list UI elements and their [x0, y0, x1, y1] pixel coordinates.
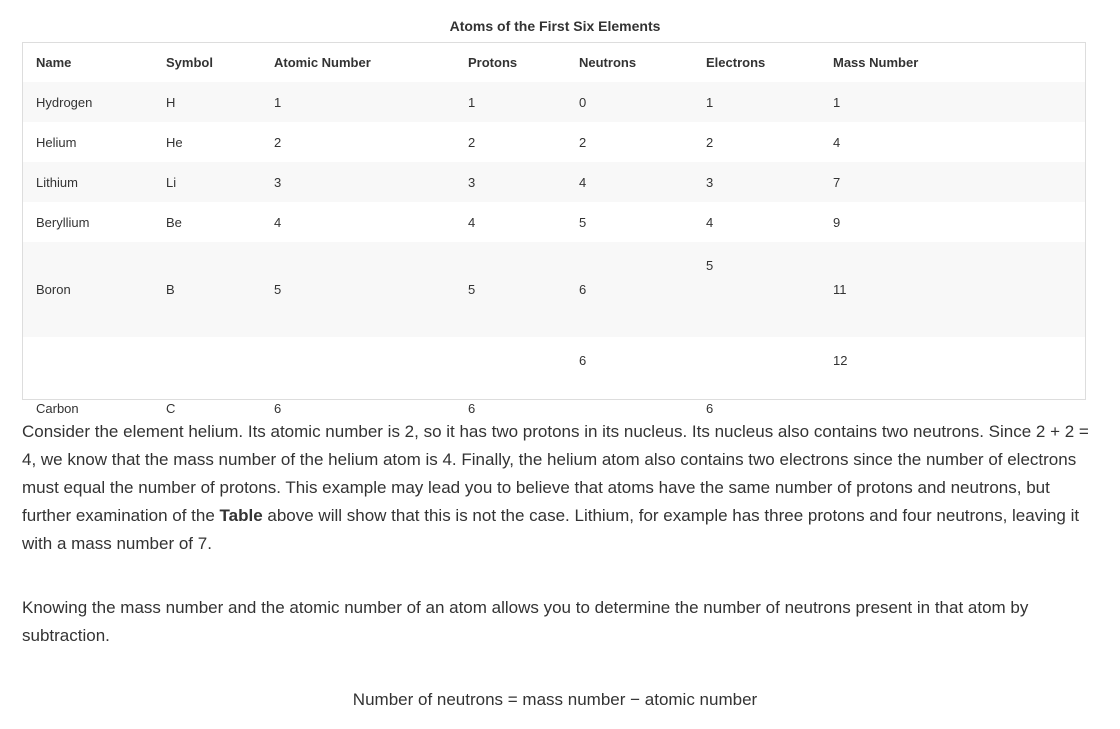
cell-electrons: 5: [693, 242, 820, 337]
cell-symbol: C: [166, 401, 176, 416]
cell-name: Helium: [36, 134, 77, 150]
header-symbol: Symbol: [166, 55, 213, 70]
header-neutrons: Neutrons: [579, 55, 637, 70]
cell-mass-number: 7: [820, 162, 1085, 202]
cell-name: Beryllium: [36, 214, 90, 230]
header-electrons: Electrons: [706, 55, 766, 70]
cell-neutrons: 4: [566, 162, 693, 202]
cell-symbol: Li: [153, 162, 261, 202]
cell-symbol: B: [153, 242, 261, 337]
cell-electrons: 1: [693, 82, 820, 122]
cell-name: Boron: [23, 242, 153, 337]
cell-atomic-number: 2: [274, 134, 282, 150]
cell-atomic-number: 1: [261, 82, 455, 122]
cell-mass-number: 11: [820, 242, 1085, 337]
cell-symbol: He: [166, 134, 183, 150]
cell-symbol: Be: [166, 214, 182, 230]
paragraph-helium-example: [22, 418, 1092, 558]
cell-neutrons: 2: [579, 134, 587, 150]
cell-name: Lithium: [23, 162, 153, 202]
cell-atomic-number: 6: [274, 401, 282, 416]
table-row: [23, 242, 1085, 337]
table-row: [23, 122, 1085, 162]
paragraph-text-after: above will show that this is not the case. Lithium, for example has three protons and four neutrons, leaving it with a mass number of 7.: [22, 506, 1080, 553]
table-caption: Atoms of the First Six Elements: [449, 18, 661, 34]
neutron-formula: Number of neutrons = mass number − atomic number: [352, 690, 758, 709]
cell-electrons: 2: [706, 134, 714, 150]
paragraph-text-before: Consider the element helium. Its atomic number is 2, so it has two protons in its nucleus. Its nucleus also contains two neutrons. Since 2 + 2 = 4, we know that the mass number of the helium atom is 4. Finally, the helium atom also contains two electrons since the number of electrons must equal the number of protons. This example may lead you to believe that atoms have the same number of protons and neutrons, but further examination of the: [22, 422, 1089, 525]
elements-table-container: [22, 42, 1086, 416]
header-protons: Protons: [468, 55, 518, 70]
elements-table: [23, 43, 1085, 442]
cell-name: Hydrogen: [23, 82, 153, 122]
cell-protons: 6: [468, 401, 476, 416]
cell-mass-number: 9: [833, 214, 841, 230]
cell-name: Carbon: [36, 401, 79, 416]
table-header-row: [23, 43, 1085, 82]
cell-atomic-number: 5: [261, 242, 455, 337]
cell-protons: 3: [455, 162, 566, 202]
header-mass-number: Mass Number: [833, 55, 919, 70]
cell-protons: 5: [455, 242, 566, 337]
cell-electrons: 3: [693, 162, 820, 202]
paragraph-subtraction: Knowing the mass number and the atomic number of an atom allows you to determine the number of neutrons present in that atom by subtraction.: [22, 598, 1029, 645]
cell-symbol: H: [153, 82, 261, 122]
cell-protons: 1: [455, 82, 566, 122]
cell-neutrons: 0: [566, 82, 693, 122]
table-row: [23, 82, 1085, 122]
table-reference: Table: [219, 506, 263, 525]
cell-protons: 2: [468, 134, 476, 150]
table-row: [23, 162, 1085, 202]
cell-electrons: 6: [706, 401, 714, 416]
cell-protons: 4: [468, 214, 476, 230]
cell-electrons: 4: [706, 214, 714, 230]
cell-atomic-number: 3: [261, 162, 455, 202]
cell-neutrons: 6: [579, 353, 587, 368]
table-row: [23, 202, 1085, 242]
cell-mass-number: 12: [833, 353, 848, 368]
cell-neutrons: 6: [566, 242, 693, 337]
cell-atomic-number: 4: [274, 214, 282, 230]
cell-mass-number: 4: [833, 134, 841, 150]
header-name: Name: [36, 55, 72, 70]
header-atomic-number: Atomic Number: [274, 55, 371, 70]
cell-mass-number: 1: [820, 82, 1085, 122]
cell-neutrons: 5: [579, 214, 587, 230]
